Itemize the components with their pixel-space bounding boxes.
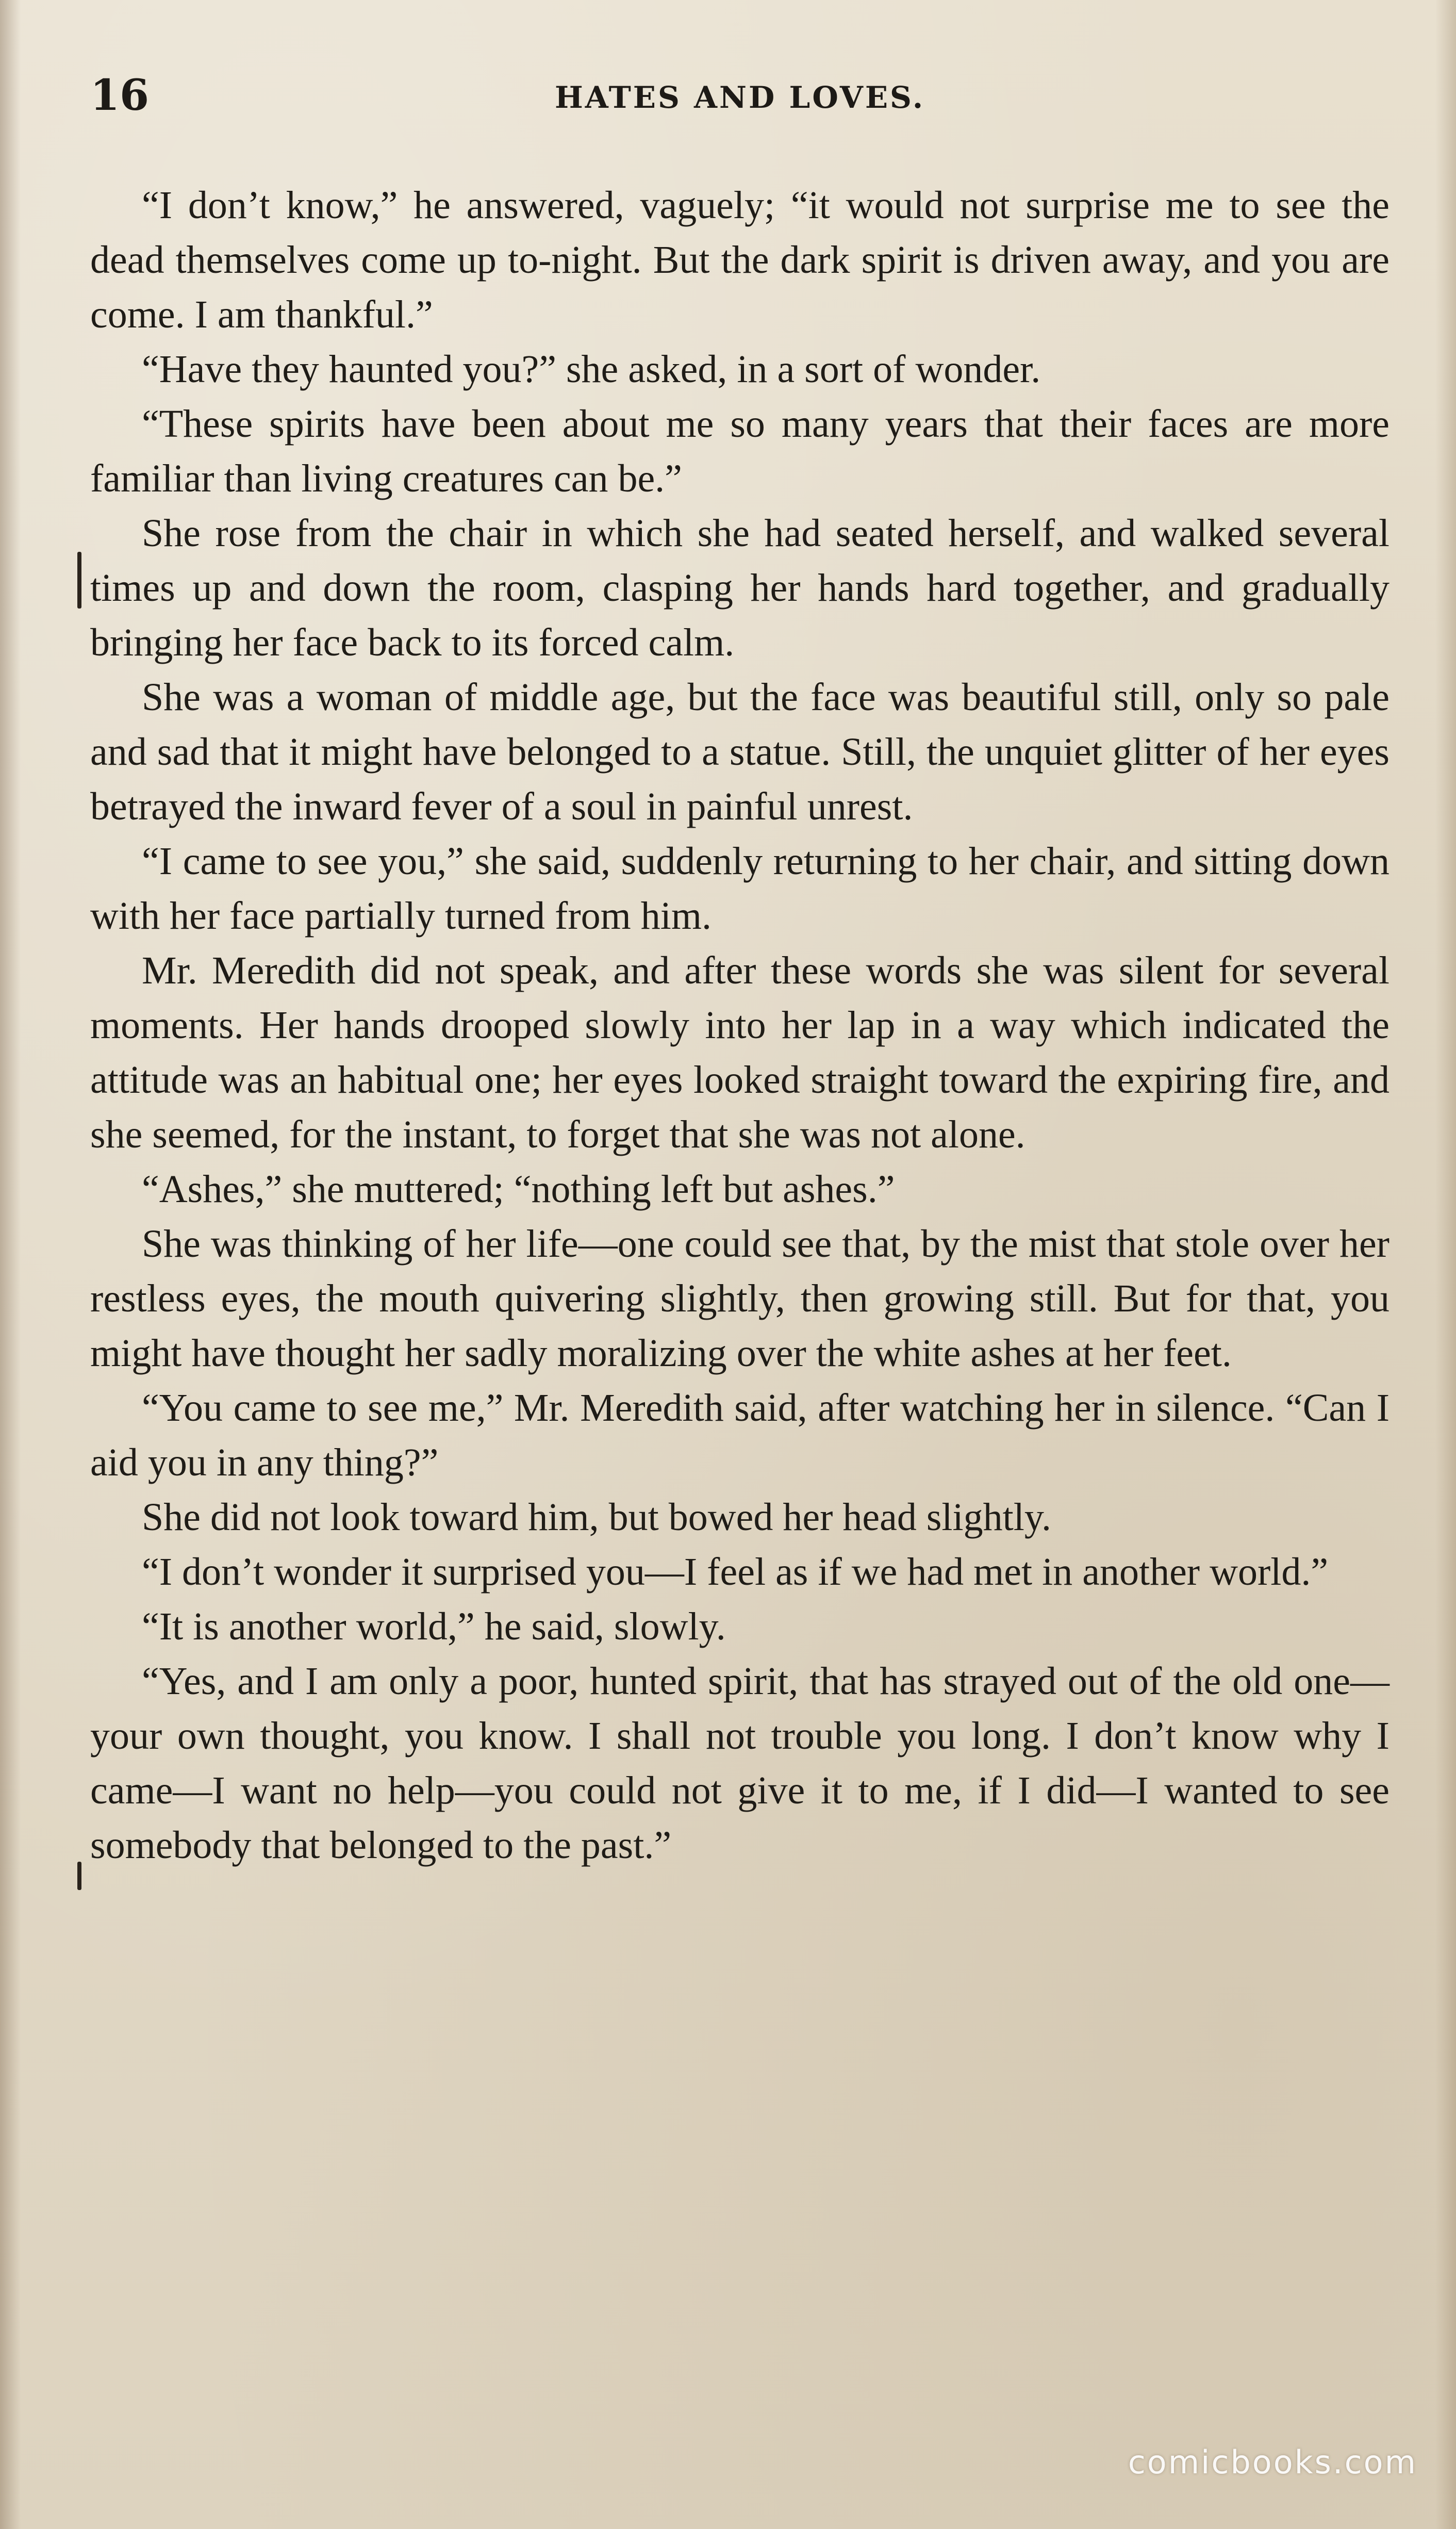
paragraph: “You came to see me,” Mr. Meredith said, after watching her in silence. “Can I aid you in any thing?” (90, 1386, 1389, 1484)
paragraph: “Have they haunted you?” she asked, in a sort of wonder. (142, 348, 1041, 391)
paragraph: “Ashes,” she muttered; “nothing left but ashes.” (142, 1168, 895, 1211)
page-edge-shadow-left (0, 0, 21, 2529)
paragraph: She rose from the chair in which she had seated herself, and walked several times up and down the room, clasping her hands hard together, and gradually bringing her face back to its forced calm. (90, 512, 1389, 664)
paragraph: “I don’t know,” he answered, vaguely; “it would not surprise me to see the dead themselves come up to-night. But the dark spirit is driven away, and you are come. I am thankful.” (90, 184, 1389, 336)
page-header (90, 72, 1389, 119)
paragraph: “I don’t wonder it surprised you—I feel as if we had met in another world.” (142, 1550, 1329, 1594)
paragraph: She did not look toward him, but bowed her head slightly. (142, 1496, 1051, 1539)
paragraph: Mr. Meredith did not speak, and after these words she was silent for several moments. Her hands drooped slowly into her lap in a way which indicated the attitude was an habitual one; her eyes looked straight toward the expiring fire, and she seemed, for the instant, to forget that she was not alone. (90, 949, 1389, 1156)
paragraph: “It is another world,” he said, slowly. (142, 1605, 726, 1648)
paragraph: She was thinking of her life—one could see that, by the mist that stole over her restless eyes, the mouth quivering slightly, then growing still. But for that, you might have thought her sadly moralizing over the white ashes at her feet. (90, 1222, 1389, 1375)
running-head: HATES AND LOVES. (554, 80, 925, 115)
margin-mark-upper (77, 552, 81, 609)
site-watermark: comicbooks.com (1128, 2443, 1417, 2481)
paragraph: “These spirits have been about me so many years that their faces are more familiar than living creatures can be.” (90, 402, 1389, 500)
paragraph: She was a woman of middle age, but the face was beautiful still, only so pale and sad that it might have belonged to a statue. Still, the unquiet glitter of her eyes betrayed the inward fever of a soul in painful unrest. (90, 676, 1389, 828)
page-number: 16 (90, 71, 150, 120)
margin-mark-lower (77, 1862, 81, 1890)
page-edge-shadow-right (1435, 0, 1456, 2529)
body-text (90, 178, 1389, 1873)
paragraph: “Yes, and I am only a poor, hunted spirit, that has strayed out of the old one—your own thought, you know. I shall not trouble you long. I don’t know why I came—I want no help—you could not give it to me, if I did—I wanted to see somebody that belonged to the past.” (90, 1660, 1389, 1867)
paragraph: “I came to see you,” she said, suddenly returning to her chair, and sitting down with her face partially turned from him. (90, 840, 1389, 938)
